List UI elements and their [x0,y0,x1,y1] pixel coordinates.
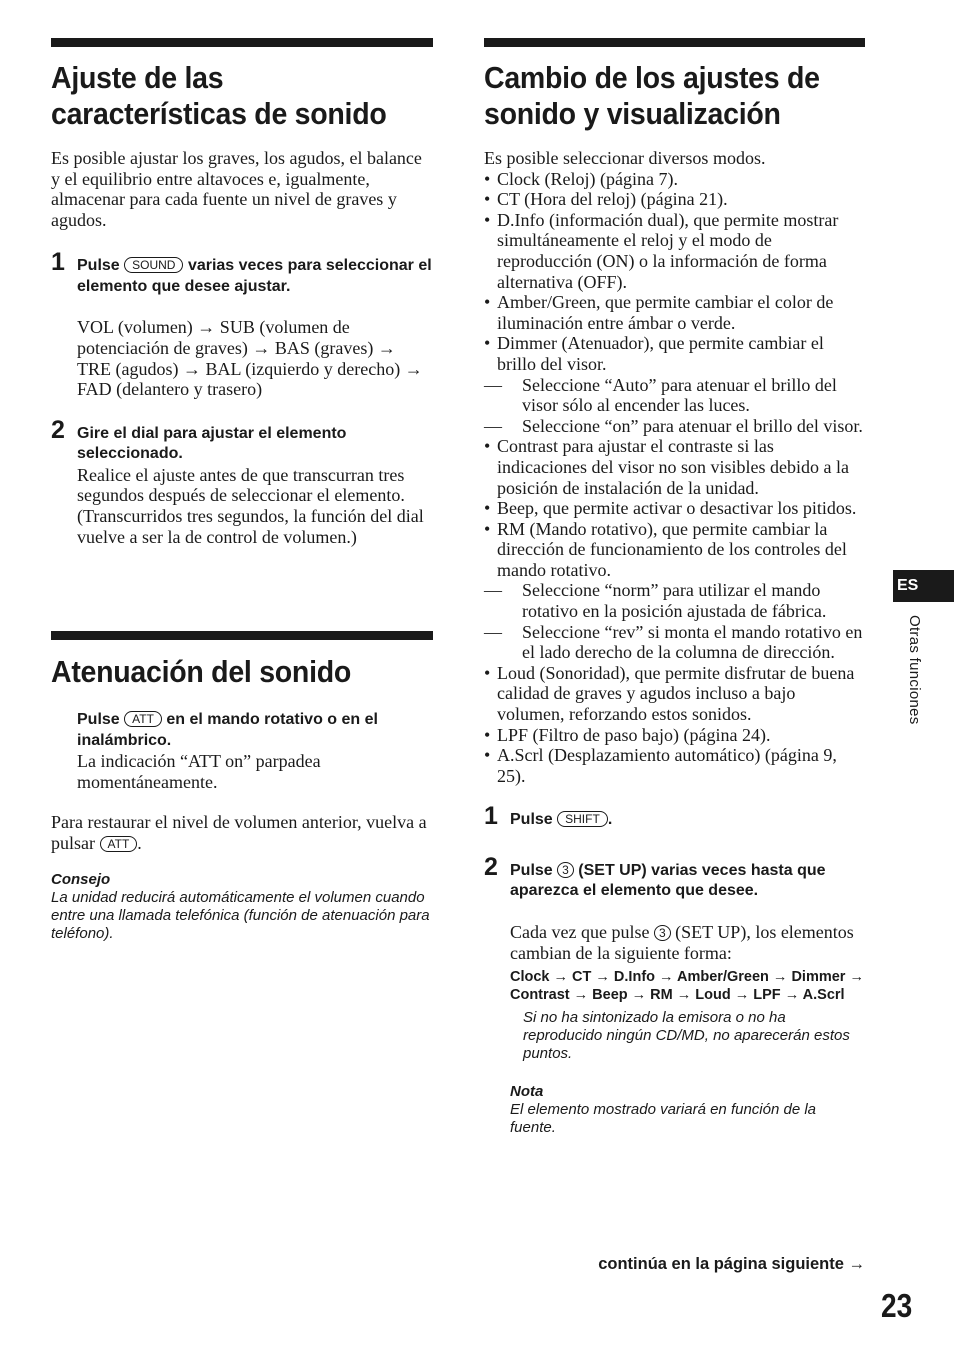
step-number: 1 [51,248,65,277]
step-instruction: Gire el dial para ajustar el elemento seleccionado. [77,424,347,463]
step-instruction [510,810,865,831]
mode-text: D.Info (información dual), que permite mostrar simultáneamente el reloj y el modo de reproducción (ON) o la información de forma alternativa (OFF). [497,209,839,292]
note [510,1083,865,1137]
item-sequence: Clock → CT → D.Info → Amber/Green → Dimmer → Contrast → Beep → RM → Loud → LPF → A.Scrl [510,969,864,1003]
restore-pre: Para restaurar el nivel de volumen anterior, vuelva a pulsar [51,812,427,853]
attenuation-title: Atenuación del sonido [51,654,352,689]
step-number: 2 [51,415,65,444]
step-instruction [510,861,865,902]
mode-text: A.Scrl (Desplazamiento automático) (página 9, 25). [497,745,837,786]
sound-sequence: VOL (volumen) → SUB (volumen de potenciación de graves) → BAS (graves) → TRE (agudos) → BAL (izquierdo y derecho) → FAD (delantero y trasero) [77,317,423,400]
mode-text: LPF (Filtro de paso bajo) (página 24). [497,724,771,745]
tip-body: La unidad reducirá automáticamente el volumen cuando entre una llamada telefónica (función de atenuación para teléfono). [51,889,430,943]
mode-sub-item: — Seleccione “rev” si monta el mando rotativo en el lado derecho de la columna de dirección. [484,622,865,663]
mode-text: Dimmer (Atenuador), que permite cambiar el brillo del visor. [497,333,824,374]
mode-list-item [484,436,865,498]
step-post: . [607,811,613,829]
left-column-2 [51,631,433,943]
title-line: Cambio de los ajustes de [484,60,820,95]
mode-list-item [484,725,865,746]
mode-list-item [484,169,865,190]
mode-sub-item: — Seleccione “norm” para utilizar el mando rotativo en la posición ajustada de fábrica. [484,580,865,621]
step-instruction [77,256,433,297]
key-3: 3 [654,925,671,941]
step-post: en el mando rotativo o en el inalámbrico. [77,711,378,749]
step-number: 1 [484,802,498,831]
mode-list-item [484,210,865,292]
sound-intro: Es posible ajustar los graves, los agudos, el balance y el equilibrio entre altavoces e, igualmente, almacenar para cada fuente un nivel de graves y agudos. [51,148,422,230]
mode-list-item [484,333,865,436]
settings-step-2 [484,852,865,1137]
settings-title [484,60,865,132]
settings-step-1 [484,802,865,831]
mode-list-item [484,292,865,333]
shift-key: SHIFT [557,811,608,827]
right-column [484,38,865,1137]
step-pre: Pulse [77,257,120,275]
step-body: Realice el ajuste antes de que transcurran tres segundos después de seleccionar el elemento. (Transcurridos tres segundos, la función del dial vuelve a ser la de control de volumen.) [77,464,424,547]
step-pre: Pulse [510,811,553,829]
sequence-note: Si no ha sintonizado la emisora o no ha reproducido ningún CD/MD, no aparecerán estos puntos. [523,1009,850,1063]
restore-text [51,812,433,853]
section-rule [51,38,433,47]
step-post: varias veces para seleccionar el elemento que desee ajustar. [77,257,432,295]
mode-text: Clock (Reloj) (página 7). [497,168,678,189]
attenuation-step [51,710,433,792]
mode-text: Beep, que permite activar o desactivar los pitidos. [497,498,857,519]
sound-key: SOUND [124,257,183,273]
left-column [51,38,433,547]
tip-title: Consejo [51,871,111,889]
mode-list-item [484,498,865,519]
mode-text: Loud (Sonoridad), que permite disfrutar de buena calidad de graves y agudos incluso a bajo volumen, reforzando estos sonidos. [497,662,855,725]
mode-text: Amber/Green, que permite cambiar el color de iluminación entre ámbar o verde. [497,292,834,333]
step-instruction [77,710,433,751]
step-pre: Pulse [77,711,120,728]
settings-intro: Es posible seleccionar diversos modos. [484,148,766,168]
mode-text: RM (Mando rotativo), que permite cambiar la dirección de funcionamiento de los controles del mando rotativo. [497,518,847,580]
sound-title [51,60,433,132]
mode-text: Contrast para ajustar el contraste si las indicaciones del visor no son visibles debido a la posición de instalación de la unidad. [497,436,849,498]
mode-list-item [484,519,865,663]
step-post: (SET UP) varias veces hasta que aparezca el elemento que desee. [510,861,826,900]
mode-sub-item: — Seleccione “Auto” para atenuar el brillo del visor sólo al encender las luces. [484,375,865,416]
step-pre: Pulse [510,861,553,879]
body-post: (SET UP), los elementos cambian de la siguiente forma: [510,921,854,963]
mode-text: CT (Hora del reloj) (página 21). [497,189,728,210]
key-3: 3 [557,862,574,878]
mode-list-item [484,745,865,786]
att-key: ATT [124,711,162,727]
mode-sub-item: — Seleccione “on” para atenuar el brillo del visor. [484,416,865,437]
continue-link: continúa en la página siguiente → [598,1255,865,1273]
note-title: Nota [510,1083,544,1101]
sound-step-1 [51,248,433,400]
title-line: Ajuste de las [51,60,224,95]
language-tab: ES [893,570,954,602]
mode-list-item [484,663,865,725]
section-label: Otras funciones [906,615,923,725]
section-rule [484,38,865,47]
mode-list [484,169,865,787]
sound-step-2 [51,415,433,547]
section-rule [51,631,433,640]
step-number: 2 [484,852,498,881]
step-body: La indicación “ATT on” parpadea momentáneamente. [77,751,321,792]
title-line: sonido y visualización [484,96,781,131]
att-key: ATT [100,836,138,852]
restore-post: . [137,832,142,853]
tip [51,871,433,943]
step-body [510,922,865,963]
title-line: características de sonido [51,96,387,131]
page-number: 23 [881,1287,913,1324]
mode-list-item [484,189,865,210]
note-body: El elemento mostrado variará en función de la fuente. [510,1101,817,1137]
body-pre: Cada vez que pulse [510,921,650,942]
